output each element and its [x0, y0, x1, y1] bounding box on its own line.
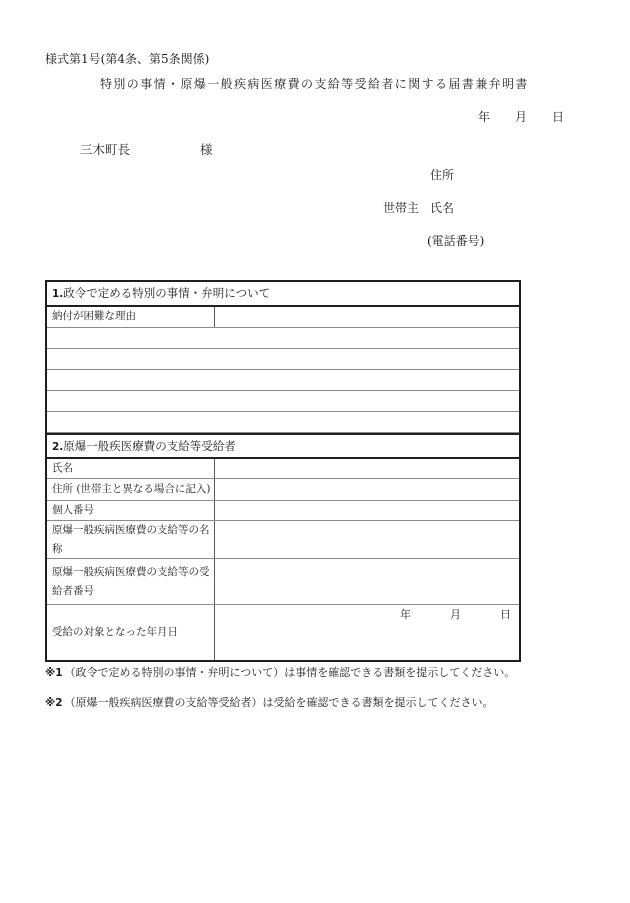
- empty-row[interactable]: [47, 328, 519, 349]
- table-row: [47, 521, 519, 559]
- footnote-1-text: （政令で定める特別の事情・弁明について）は事情を確認できる書類を提示してください。: [64, 666, 516, 679]
- section1-number: 1.: [52, 288, 64, 300]
- section1-heading: 政令で定める特別の事情・弁明について: [63, 286, 271, 300]
- table-row: [47, 459, 519, 479]
- year-label: 年: [478, 110, 491, 124]
- empty-row[interactable]: [47, 412, 519, 433]
- footnote-1-marker: ※1: [45, 667, 63, 679]
- form-table: [45, 280, 521, 662]
- benefit-date-value-cell[interactable]: [215, 605, 519, 660]
- reason-value-cell[interactable]: [215, 307, 519, 327]
- address-value-cell[interactable]: [215, 479, 519, 500]
- address-label: 住所: [430, 168, 455, 182]
- empty-row[interactable]: [47, 349, 519, 370]
- page-title: 特別の事情・原爆一般疾病医療費の支給等受給者に関する届書兼弁明書: [100, 77, 529, 91]
- footnote-2-marker: ※2: [45, 697, 63, 709]
- form-number: 様式第1号(第4条、第5条関係): [45, 52, 210, 66]
- table-row: [47, 559, 519, 605]
- table-row: [47, 501, 519, 521]
- addressee: 三木町長: [80, 142, 131, 157]
- empty-row[interactable]: [47, 391, 519, 412]
- empty-row[interactable]: [47, 370, 519, 391]
- recipient-number-value-cell[interactable]: [215, 559, 519, 604]
- row-label: 原爆一般疾病医療費の支給等の名称: [47, 521, 215, 558]
- section2-header: [47, 433, 519, 460]
- section2-number: 2.: [52, 440, 64, 453]
- personal-number-value-cell[interactable]: [215, 501, 519, 520]
- table-row: [47, 605, 519, 660]
- householder-label: 世帯主: [383, 201, 420, 215]
- day-label: 日: [552, 110, 565, 124]
- table-row: [47, 479, 519, 501]
- date-line: [478, 108, 564, 125]
- footnote-2-text: （原爆一般疾病医療費の支給等受給者）は受給を確認できる書類を提示してください。: [64, 696, 494, 709]
- year-label: 年: [400, 608, 411, 621]
- month-label: 月: [515, 110, 528, 124]
- month-label: 月: [450, 608, 461, 621]
- row-label: 受給の対象となった年月日: [47, 605, 215, 660]
- householder-name-label: 氏名: [430, 201, 455, 215]
- section2-heading: 原爆一般疾医療費の支給等受給者: [63, 438, 236, 453]
- phone-label: (電話番号): [427, 234, 485, 248]
- table-row: [47, 307, 519, 328]
- row-label: 住所 (世帯主と異なる場合に記入): [47, 479, 215, 500]
- row-label: 原爆一般疾病医療費の支給等の受給者番号: [47, 559, 215, 604]
- addressee-honorific: 様: [200, 142, 213, 157]
- footnote-2: [45, 694, 494, 710]
- row-label: 個人番号: [47, 501, 215, 520]
- section1-header: [47, 282, 519, 307]
- row-label: 納付が困難な理由: [47, 307, 215, 327]
- row-label: 氏名: [47, 459, 215, 478]
- day-label: 日: [500, 608, 511, 621]
- benefit-name-value-cell[interactable]: [215, 521, 519, 558]
- name-value-cell[interactable]: [215, 459, 519, 478]
- footnote-1: [45, 664, 515, 680]
